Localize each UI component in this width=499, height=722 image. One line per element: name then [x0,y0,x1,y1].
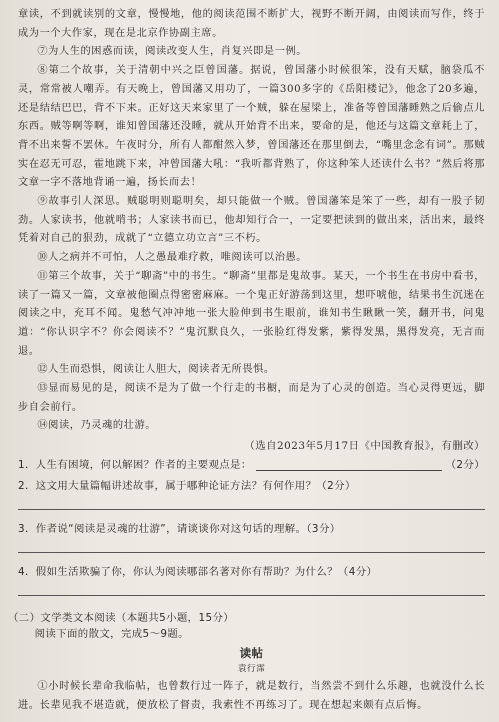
paragraph-10: ⑩人之病并不可怕，人之愚最难疗救，唯阅读可以治愚。 [37,252,308,264]
paragraph-14: ⑭阅读，乃灵魂的壮游。 [37,420,157,432]
answer-line-4[interactable] [18,594,485,596]
paragraph-7: ⑦为人生的困惑而读，阅读改变人生，肖复兴即是一例。 [37,46,308,58]
paragraph-8: ⑧第二个故事，关于清朝中兴之臣曾国藩。据说，曾国藩小时候很笨，没有天赋，脑袋瓜不灵，常常被人嘲弄。有天晚上，曾国藩又用功了，一篇300多字的《岳阳楼记》，他念了20多遍，还是结结巴巴，背不下来。正好这天来家里了一个贼，躲在屋梁上，准备等曾国藩睡熟之后偷点儿东西。贼等啊等啊，谁知曾国藩还没睡，就从开始背不出来，要命的是，他还与这篇文章耗上了，背不出来誓不罢休。午夜时分，所有人都酣然入梦，曾国藩还在那里倒去，“嘴里念念有词”。那贼实在忍无可忍，霍地跳下来，冲曾国藩大吼：“我听都背熟了，你这种笨人还读什么书？”然后将那文章一字不落地背诵一遍，扬长而去！ [18,65,485,189]
question-list [18,458,485,596]
source-citation: （选自2023年5月17日《中国教育报》，有删改） [244,440,485,453]
question-4: 4．假如生活欺骗了你，你认为阅读哪部名著对你有帮助？为什么？（4分） [18,566,378,579]
answer-blank-1[interactable] [256,469,442,471]
essay-title: 读帖 [239,646,264,661]
paragraph-13: ⑬显而易见的是，阅读不是为了做一个行走的书橱，而是为了心灵的创造。当心灵得更远，脚步自会前行。 [18,383,485,413]
question-1 [18,458,485,473]
question-3: 3．作者说“阅读是灵魂的壮游”，请谈谈你对这句话的理解。（3分） [18,523,341,536]
essay-author: 袁行霈 [237,664,266,675]
paragraph-11: ⑪第三个故事，关于“聊斋”中的书生。“聊斋”里都是鬼故事。某天，一个书生在书房中看书，读了一篇又一篇，文章被他圈点得密密麻麻。一个鬼正好游荡到这里，想吓唬他，结果书生沉迷在阅读之中，充耳不闻。鬼愁气冲冲地一张大脸伸到书生眼前，谁知书生瞅瞅一笑，翻开书，问鬼道：“你认识字不？你会阅读不？”鬼沉默良久，一张脸红得发紫，紫得发黑，黑得发亮，无言而退。 [18,270,485,357]
section-2-paragraph-1: ①小时候长辈命我临帖，也曾数行过一阵子，就是数行，当然尝不到什么乐趣，也就没什么长进。长辈见我不堪造就，便放松了督责，我索性不再练习了。现在想起来颇有点后悔。 [18,681,485,711]
paragraph-9: ⑨故事引人深思。贼聪明则聪明矣，却只能做一个贼。曾国藩笨是笨了一些，却有一股子韧劲。人家读书，他就啃书；人家读书而已，他却知行合一，一定要把读到的做出来，活出来，最终凭着对自己的狠劲，成就了“立德立功立言”三不朽。 [18,196,485,245]
question-1-text: 1．人生有困境，何以解困？作者的主要观点是： [18,459,252,472]
answer-line-2[interactable] [18,508,485,510]
essay-body [18,6,485,436]
section-2 [8,610,485,715]
section-2-heading: （二）文学类文本阅读（本题共5小题，15分） [8,612,235,625]
section-2-instruction: 阅读下面的散文，完成5～9题。 [34,628,189,641]
question-2: 2．这文用大量篇幅讲述故事，属于哪种论证方法？有何作用？（2分） [18,480,356,493]
question-1-score: （2分） [445,459,485,472]
paragraph-6: 章读，不到就读别的文章，慢慢地，他的阅读范围不断扩大，视野不断开阔，由阅读而写作，终于成为一个大作家，现在是北京作协副主席。 [18,9,485,39]
paragraph-12: ⑫人生而恐惧，阅读让人胆大，阅读者无所畏惧。 [37,364,275,376]
answer-line-3[interactable] [18,551,485,553]
